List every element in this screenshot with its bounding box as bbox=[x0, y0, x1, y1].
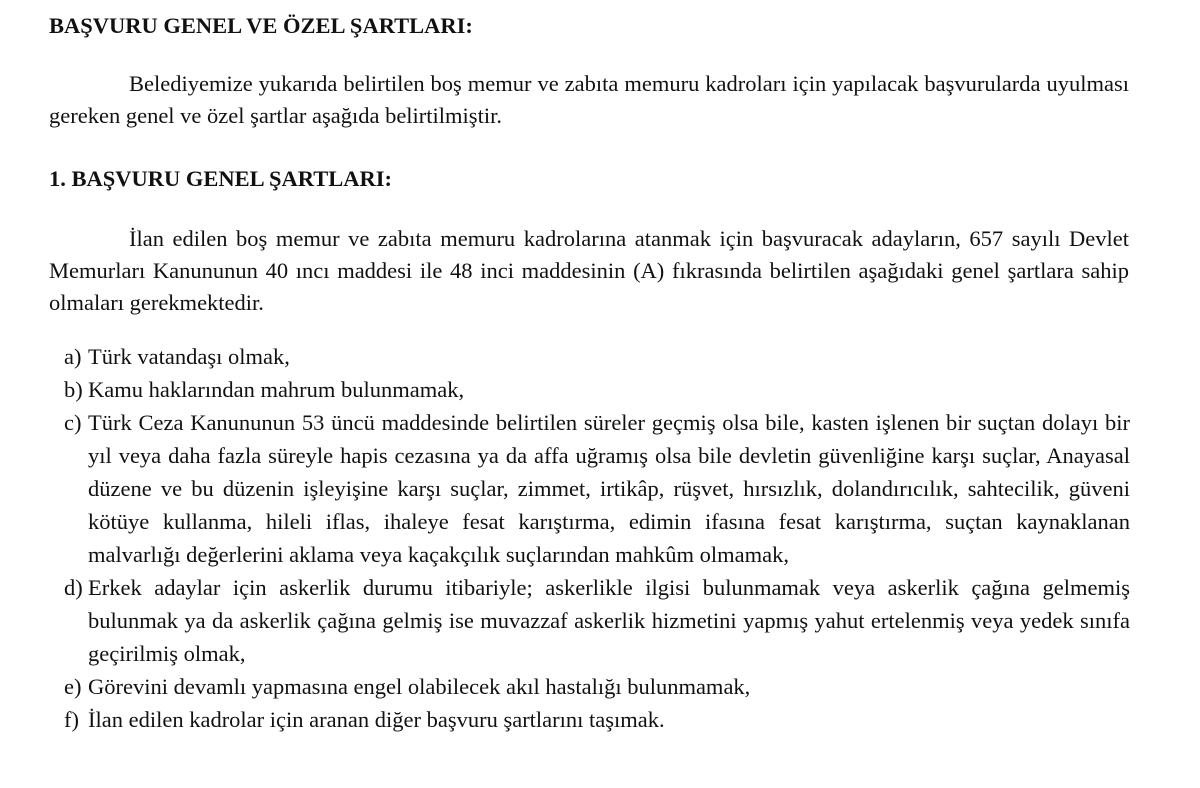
list-item bbox=[64, 571, 1130, 670]
section1-heading: 1. BAŞVURU GENEL ŞARTLARI: bbox=[49, 166, 393, 191]
list-item-text: Erkek adaylar için askerlik durumu itibariyle; askerlikle ilgisi bulunmamak veya askerlik çağına gelmemiş bulunmak ya da askerlik çağına gelmiş ise muvazzaf askerlik hizmetini yapmış yahut ertelenmiş veya yedek sınıfa geçirilmiş olmak, bbox=[88, 575, 1130, 666]
list-marker: d) bbox=[64, 575, 83, 600]
list-item-text: Türk Ceza Kanununun 53 üncü maddesinde belirtilen süreler geçmiş olsa bile, kasten işlenen bir suçtan dolayı bir yıl veya daha fazla süreyle hapis cezasına ya da affa uğramış olsa bile devletin güvenliğine karşı suçlar, Anayasal düzene ve bu düzenin işleyişine karşı suçlar, zimmet, irtikâp, rüşvet, hırsızlık, dolandırıcılık, sahtecilik, güveni kötüye kullanma, hileli iflas, ihaleye fesat karıştırma, edimin ifasına fesat karıştırma, suçtan kaynaklanan malvarlığı değerlerini aklama veya kaçakçılık suçlarından mahkûm olmamak, bbox=[88, 410, 1130, 567]
list-marker: b) bbox=[64, 377, 83, 402]
list-item-text: Görevini devamlı yapmasına engel olabilecek akıl hastalığı bulunmamak, bbox=[88, 674, 751, 699]
conditions-list bbox=[64, 340, 1130, 736]
list-marker: a) bbox=[64, 344, 82, 369]
list-item-text: Türk vatandaşı olmak, bbox=[88, 344, 290, 369]
list-item bbox=[64, 670, 1130, 703]
list-marker: e) bbox=[64, 674, 82, 699]
list-item bbox=[64, 340, 1130, 373]
list-item bbox=[64, 703, 1130, 736]
list-item bbox=[64, 406, 1130, 571]
list-item-text: Kamu haklarından mahrum bulunmamak, bbox=[88, 377, 465, 402]
list-marker: f) bbox=[64, 707, 79, 732]
list-marker: c) bbox=[64, 410, 82, 435]
main-heading: BAŞVURU GENEL VE ÖZEL ŞARTLARI: bbox=[49, 13, 473, 38]
list-item-text: İlan edilen kadrolar için aranan diğer başvuru şartlarını taşımak. bbox=[88, 707, 665, 732]
intro-paragraph: Belediyemize yukarıda belirtilen boş memur ve zabıta memuru kadroları için yapılacak başvurularda uyulması gereken genel ve özel şartlar aşağıda belirtilmiştir. bbox=[49, 71, 1129, 128]
section1-paragraph: İlan edilen boş memur ve zabıta memuru kadrolarına atanmak için başvuracak adayların, 657 sayılı Devlet Memurları Kanununun 40 ıncı maddesi ile 48 inci maddesinin (A) fıkrasında belirtilen aşağıdaki genel şartlara sahip olmaları gerekmektedir. bbox=[49, 226, 1129, 315]
list-item bbox=[64, 373, 1130, 406]
